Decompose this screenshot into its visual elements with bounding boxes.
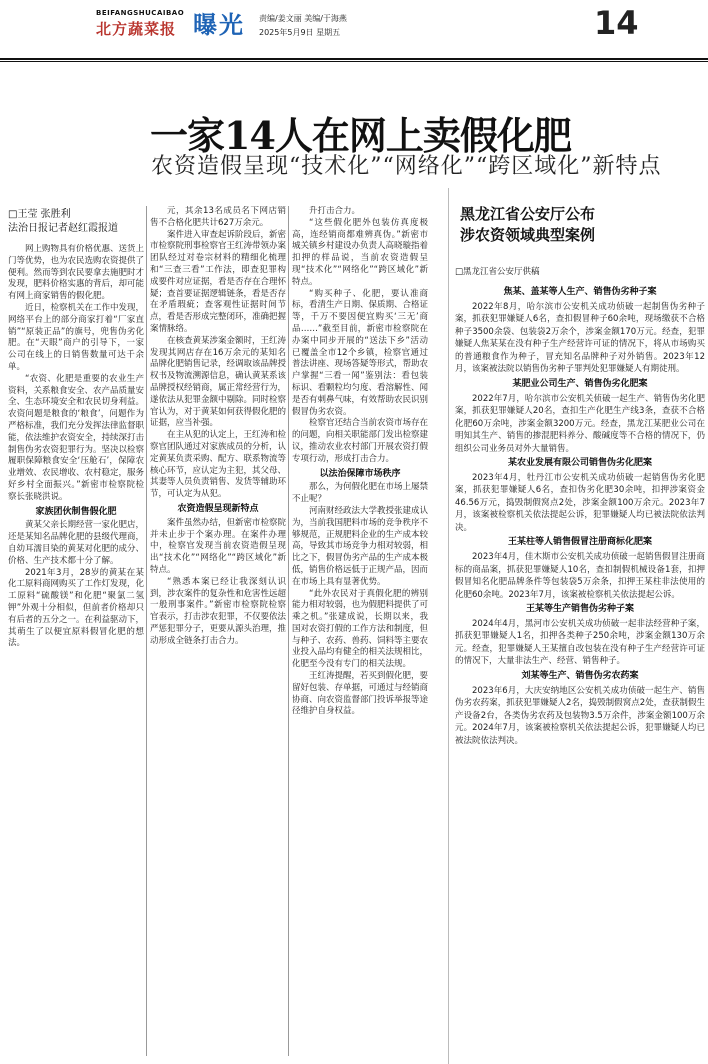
case-body: 2022年7月，哈尔滨市公安机关侦破一起生产、销售伪劣化肥案，抓获犯罪嫌疑人20名，查扣生产化肥生产线3条，查获不合格化肥60万余吨，涉案金额3200万元。经查，黑龙江某肥业公司在明知其生产、销售的掺混肥料养分、酸碱度等不合格的情况下，仍组织公司业务员对外大量销售。 bbox=[455, 393, 705, 454]
subsection-heading: 以法治保障市场秩序 bbox=[319, 468, 401, 479]
newspaper-name: 北方蔬菜报 bbox=[96, 20, 177, 38]
sidebar-title-line-2: 涉农资领域典型案例 bbox=[460, 226, 596, 244]
newspaper-pinyin: BEIFANGSHUCAIBAO bbox=[96, 9, 185, 17]
case-title: 某农业发展有限公司销售伪劣化肥案 bbox=[507, 458, 652, 469]
article-column-1 bbox=[8, 244, 144, 1059]
paragraph: “熟悉本案已经让我深刻认识到，涉农案件的复杂性和危害性远超一般刑事案件。”新密市检察院检察官表示，打击涉农犯罪，不仅要依法严惩犯罪分子，更要从源头治理，推动形成全链条打击合力。 bbox=[150, 576, 286, 646]
sidebar-title bbox=[460, 204, 595, 246]
article-subhead: 农资造假呈现“技术化”“网络化”“跨区域化”新特点 bbox=[151, 154, 662, 179]
case-body: 2022年8月，哈尔滨市公安机关成功侦破一起制售伪劣种子案，抓获犯罪嫌疑人6名，查扣假冒种子60余吨，现场缴获不合格种子3500余袋、包装袋2万余个，涉案金额170万元。经查，犯罪嫌疑人焦某某在没有种子生产经营许可证的情况下，将从市场购买的普通粮食作为种子，冒充知名品牌种子对外销售。2023年12月，该案被法院以销售伪劣种子罪判处犯罪嫌疑人有期徒刑。 bbox=[455, 301, 705, 375]
case-title: 某肥业公司生产、销售伪劣化肥案 bbox=[512, 378, 648, 389]
article-byline bbox=[8, 208, 118, 236]
issue-date: 2025年5月9日 星期五 bbox=[259, 28, 341, 37]
case-title: 王某柱等人销售假冒注册商标化肥案 bbox=[507, 537, 652, 548]
paragraph: “购买种子、化肥，要认准商标，看清生产日期、保质期、合格证等，千万不要因便宜购买‘三无’商品……”截至目前，新密市检察院在办案中同步开展的“送法下乡”活动已覆盖全市12个乡镇，检察官通过普法讲座、现场答疑等形式，帮助农户掌握“三看一闻”鉴别法：看包装标识、看颗粒均匀度、看溶解性、闻是否有刺鼻气味，有效帮助农民识别假冒伪劣农资。 bbox=[292, 288, 428, 417]
article-column-2 bbox=[150, 206, 286, 1059]
sidebar-cases bbox=[455, 284, 705, 1062]
paragraph: 案件虽然办结，但新密市检察院并未止步于个案办理。在案件办理中，检察官发现当前农资造假呈现出“技术化”“网络化”“跨区域化”新特点。 bbox=[150, 517, 286, 575]
section-title: 曝光 bbox=[193, 11, 245, 39]
paragraph: “此外农民对于真假化肥的辨别能力相对较弱，也为假肥料提供了可乘之机。”张建成说，长期以来，我国对农资打假的工作方法和制度，但与种子、农药、兽药、饲料等主要农业投入品均有健全的相关法规相比，化肥至今没有专门的相关法规。 bbox=[292, 588, 428, 670]
paragraph: 王红涛提醒，若买到假化肥，要留好包装、存单据，可通过与经销商协商、向农资监督部门投诉举报等途径维护自身权益。 bbox=[292, 671, 428, 717]
column-divider bbox=[146, 206, 147, 1056]
paragraph: 黄某父亲长期经营一家化肥店，还是某知名品牌化肥的县级代理商，自幼耳濡目染的黄某对化肥的成分、价格、生产技术都十分了解。 bbox=[8, 520, 144, 566]
subsection-heading: 家族团伙制售假化肥 bbox=[35, 506, 117, 517]
paragraph: 近日，检察机关在工作中发现，网络平台上的部分商家打着“厂家直销”“原装正品”的旗号，兜售伪劣化肥。在“天眼”商户的引导下，一家公司在线上的日销售数量可达千余单。 bbox=[8, 302, 144, 372]
paragraph: 在核查黄某涉案金额时，王红涛发现其网店存在16万余元的某知名品牌化肥销售记录，经调取该品牌授权书及物流溯源信息，确认黄某系该品牌授权经销商，属正常经营行为，遂依法从犯罪金额中剔除。同时检察官认为，对于黄某如何获得假化肥的证据，应当补强。 bbox=[150, 335, 286, 429]
editors-info: 责编/姜文丽 美编/于海燕 bbox=[259, 14, 347, 23]
case-title: 王某等生产销售伪劣种子案 bbox=[525, 604, 634, 615]
case-body: 2024年4月，黑河市公安机关成功侦破一起非法经营种子案，抓获犯罪嫌疑人1名，扣押各类种子250余吨，涉案金额130万余元。经查，犯罪嫌疑人王某擅自改包装在没有种子生产经营许可证的情况下，大量非法生产、经营、销售种子。 bbox=[455, 618, 705, 667]
page-number: 14 bbox=[594, 4, 639, 42]
paragraph: 网上购物具有价格优惠、送货上门等优势，也为农民选购农资提供了便利。然而等到农民要拿去施肥时才发现，肥料价格实惠的背后，却可能有网上商家销售的假化肥。 bbox=[8, 244, 144, 302]
paragraph: 案件进入审查起诉阶段后，新密市检察院刑事检察官王红涛带领办案团队经过对卷宗材料的精细化梳理和“三查三看”工作法，即查犯罪构成要件对应证据，看是否存在合理怀疑；查首要证据逻辑链条，看是否存在矛盾瑕疵；查客观性证据时间节点，看是否形成完整闭环，准确把握案情脉络。 bbox=[150, 229, 286, 334]
case-title: 刘某等生产、销售伪劣农药案 bbox=[521, 670, 639, 681]
article-column-3 bbox=[292, 206, 428, 1059]
paragraph: 那么，为何假化肥在市场上屡禁不止呢？ bbox=[292, 482, 428, 505]
paragraph: 元，其余13名成员名下网店销售不合格化肥共计627万余元。 bbox=[150, 206, 286, 228]
byline-authors: □王莹 张胜利 bbox=[8, 209, 71, 220]
column-divider bbox=[288, 206, 289, 1056]
paragraph: 升打击合力。 bbox=[309, 206, 361, 216]
masthead bbox=[0, 0, 708, 62]
sidebar-author: □黑龙江省公安厅供稿 bbox=[455, 267, 540, 277]
paragraph: 检察官还结合当前农资市场存在的问题，向相关职能部门发出检察建议，推动农业农村部门开展农资打假专项行动，形成打击合力。 bbox=[292, 418, 428, 464]
paragraph: “这些假化肥外包装仿真度极高，连经销商都难辨真伪。”新密市城关镇乡村建设办负责人高晓璇指着扣押的样品说，当前农资造假呈现“技术化”“网络化”“跨区域化”新特点。 bbox=[292, 217, 428, 287]
paragraph: 2021年3月，28岁的黄某在某化工原料商网购买了工作灯发现，化工原料“硫酸镁”和化肥“聚氯二氢钾”外观十分相似，但前者价格却只有后者的五分之一。在利益驱动下，其萌生了以便宜原料假冒化肥的想法。 bbox=[8, 567, 144, 649]
case-body: 2023年4月，佳木斯市公安机关成功侦破一起销售假冒注册商标的商品案，抓获犯罪嫌疑人10名，查扣制假机械设备1套，扣押假冒知名化肥品牌条件等包装袋5万余条，扣押王某柱非法使用的化肥60余吨。2023年7月，该案被检察机关依法提起公诉。 bbox=[455, 552, 705, 600]
masthead-rule-thin bbox=[0, 61, 708, 62]
paragraph: 在主从犯的认定上，王红涛和检察官团队通过对家族成员的分析，认定黄某负责采购、配方、联系物流等核心环节，应认定为主犯，其父母、其妻等人员负责销售、发货等辅助环节，可认定为从犯。 bbox=[150, 430, 286, 500]
byline-reporter: 法治日报记者赵红霞报道 bbox=[8, 223, 118, 234]
case-title: 焦某、盖某等人生产、销售伪劣种子案 bbox=[503, 287, 657, 297]
masthead-rule bbox=[0, 58, 708, 60]
article-headline: 一家14人在网上卖假化肥 bbox=[150, 113, 571, 158]
case-body: 2023年6月，大庆安纳地区公安机关成功侦破一起生产、销售伪劣农药案，抓获犯罪嫌疑人2名，捣毁制假窝点2处，查获制假生产设备2台，各类伪劣农药及包装物3.5万余件，涉案金额100万余元。2024年7月，该案被检察机关依法提起公诉，犯罪嫌疑人均已被法院依法判决。 bbox=[455, 685, 705, 746]
subsection-heading: 农资造假呈现新特点 bbox=[177, 503, 259, 514]
case-body: 2023年4月，牡丹江市公安机关成功侦破一起销售伪劣化肥案，抓获犯罪嫌疑人6名，查扣伪劣化肥30余吨，扣押涉案资金46.56万元，捣毁制假窝点2处，涉案金额100万余元。2023年7月，该案被检察机关依法提起公诉，犯罪嫌疑人均已被法院依法判决。 bbox=[455, 472, 705, 533]
paragraph: 河南财经政法大学教授张建成认为，当前我国肥料市场的竞争秩序不够规范，正规肥料企业的生产成本较高，导致其市场竞争力相对较弱，相比之下，假冒伪劣产品的生产成本极低，销售价格远低于正规产品，因而在市场上具有显著优势。 bbox=[292, 505, 428, 587]
sidebar-title-line-1: 黑龙江省公安厅公布 bbox=[460, 205, 596, 223]
paragraph: “农资、化肥是重要的农业生产资料，关系粮食安全、农产品质量安全、生态环境安全和农民切身利益。农资问题是粮食的‘粮食’，问题作为严格标准，我们充分发挥法律监督职能，依法维护农资安全，持续深打击制售伪劣农资犯罪行为。坚决以检察履职保障粮食安全‘压舱石’，保障农业增效、农民增收、农村稳定，服务好乡村全面振兴。”新密市检察院检察长张晓洪说。 bbox=[8, 373, 144, 502]
